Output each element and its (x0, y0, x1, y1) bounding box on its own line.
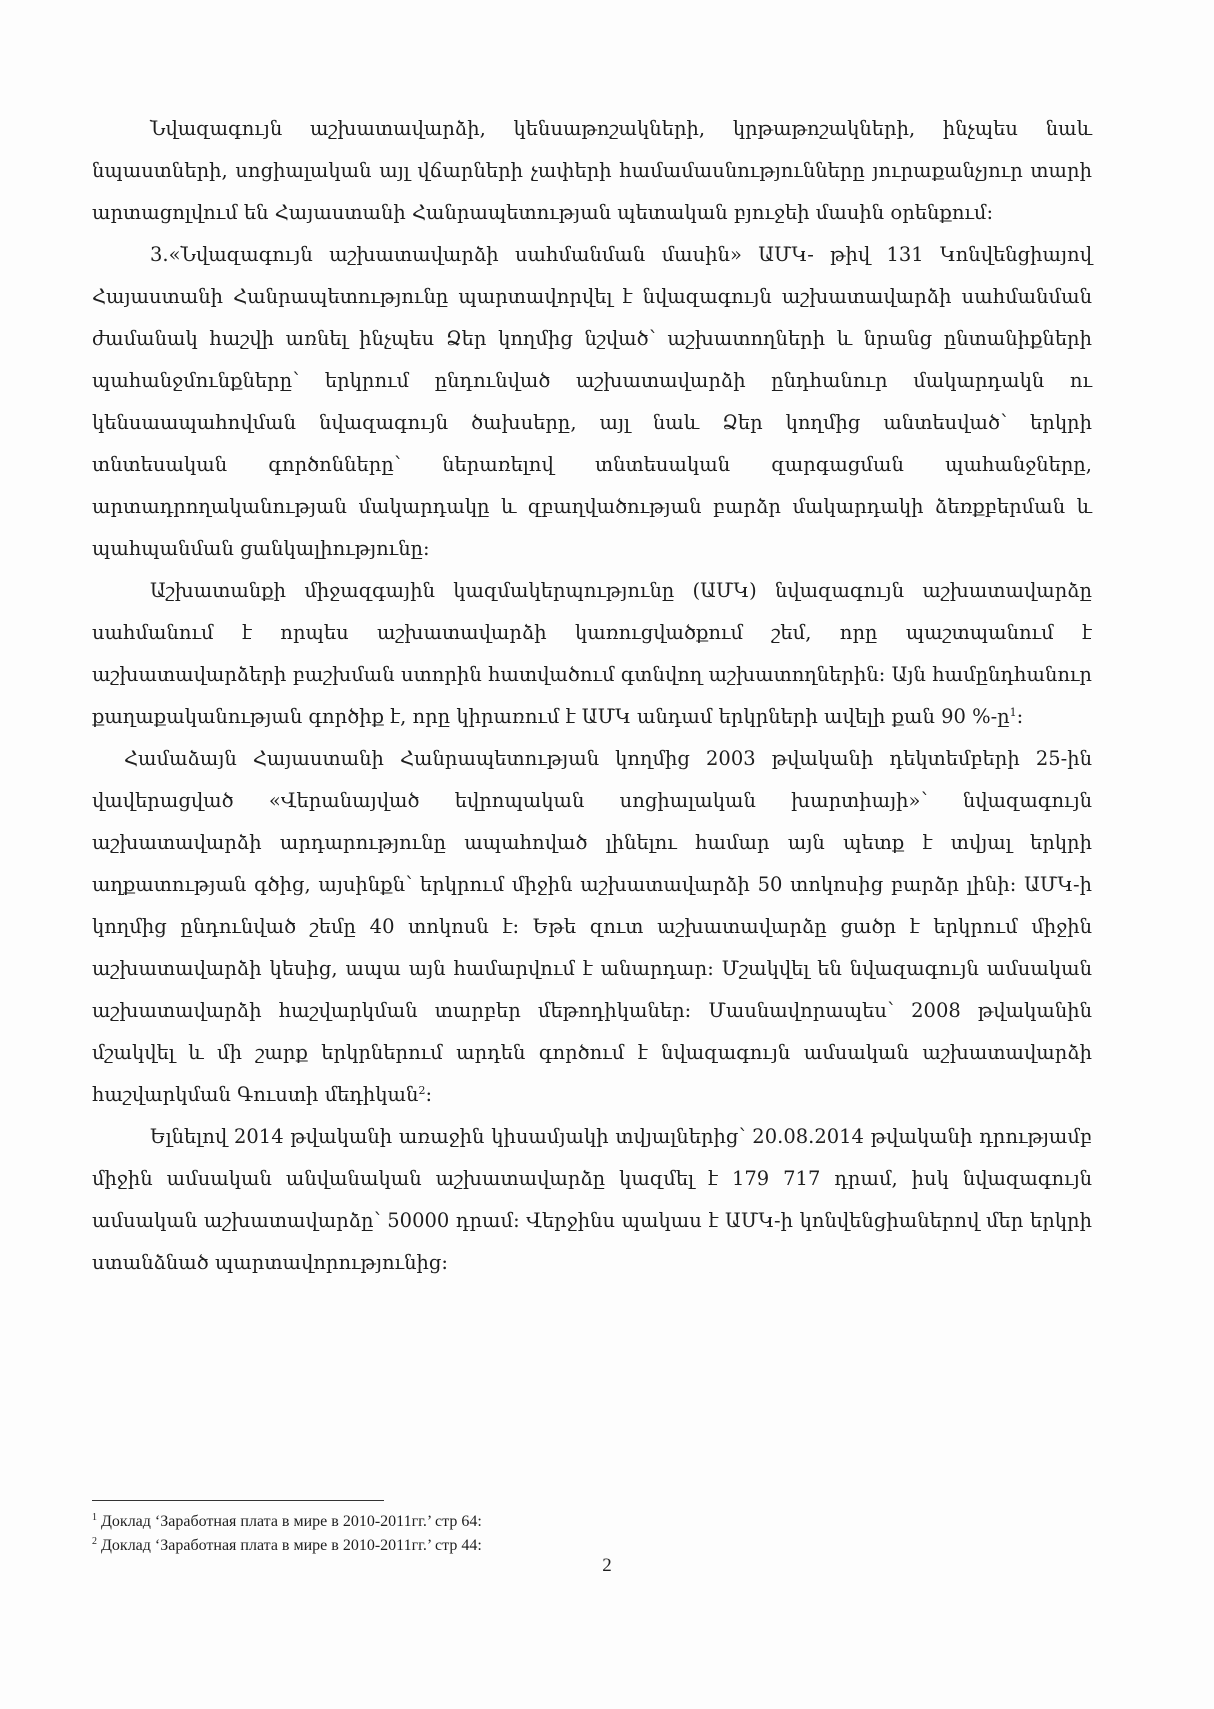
paragraph-text: Նվազագույն աշխատավարձի, կենսաթոշակների, կրթաթոշակների, ինչպես նաև նպաստների, սոցիալական այլ վճարների չափերի համամասնությունները յուրաքանչյուր տարի արտացոլվում են Հայաստանի Հանրապետության պետական բյուջեի մասին օրենքում: (92, 117, 1092, 224)
footnote-mark: 2 (92, 1536, 97, 1547)
paragraph-ilo-convention-131 (92, 234, 1092, 570)
footnote-1 (92, 1510, 992, 1534)
paragraph-text: Համաձայն Հայաստանի Հանրապետության կողմից 2003 թվականի դեկտեմբերի 25-ին վավերացված «Վերանայված եվրոպական սոցիալական խարտիայի»՝ նվազագույն աշխատավարձի արդարությունը ապահոված լինելու համար այն պետք է տվյալ երկրի աղքատության գծից, այսինքն՝ երկրում միջին աշխատավարձի 50 տոկոսից բարձր լինի: ԱՄԿ-ի կողմից ընդունված շեմը 40 տոկոսն է: Եթե զուտ աշխատավարձը ցածր է երկրում միջին աշխատավարձի կեսից, ապա այն համարվում է անարդար: Մշակվել են նվազագույն ամսական աշխատավարձի հաշվարկման տարբեր մեթոդիկաներ: Մասնավորապես՝ 2008 թվականին մշակվել և մի շարք երկրներում արդեն գործում է նվազագույն ամսական աշխատավարձի հաշվարկման Գուստի մեդիկան (92, 747, 1092, 1106)
footnote-mark: 1 (92, 1512, 97, 1523)
paragraph-tail: : (1016, 705, 1024, 728)
footnote-reference-1[interactable]: 1 (1009, 706, 1017, 719)
paragraph-social-charter (92, 738, 1092, 1116)
paragraph-2014-statistics (92, 1116, 1092, 1284)
paragraph-text: Ելնելով 2014 թվականի առաջին կիսամյակի տվյալներից՝ 20.08.2014 թվականի դրությամբ միջին ամսական անվանական աշխատավարձը կազմել է 179 717 դրամ, իսկ նվազագույն ամսական աշխատավարձը՝ 50000 դրամ: Վերջինս պակաս է ԱՄԿ-ի կոնվենցիաներով մեր երկրի ստանձնած պարտավորությունից: (92, 1125, 1092, 1274)
paragraph-ilo-definition (92, 570, 1092, 738)
footnote-text: Доклад ‘Заработная плата в мире в 2010-2011гг.’ стр 64: (101, 1513, 482, 1530)
paragraph-tail: : (425, 1083, 433, 1106)
paragraph-text: Աշխատանքի միջազգային կազմակերպությունը (ԱՄԿ) նվազագույն աշխատավարձը սահմանում է որպես աշխատավարձի կառուցվածքում շեմ, որը պաշտպանում է աշխատավարձերի բաշխման ստորին հատվածում գտնվող աշխատողներին: Այն համընդհանուր քաղաքականության գործիք է, որը կիրառում է ԱՄԿ անդամ երկրների ավելի քան 90 %-ը (92, 579, 1092, 728)
page-number: 2 (602, 1555, 612, 1576)
footnote-text: Доклад ‘Заработная плата в мире в 2010-2011гг.’ стр 44: (101, 1537, 482, 1554)
footnote-divider (92, 1500, 384, 1501)
document-body (92, 108, 1092, 1284)
footnote-reference-2[interactable]: 2 (418, 1084, 426, 1097)
paragraph-text: 3.«Նվազագույն աշխատավարձի սահմանման մասին» ԱՄԿ- թիվ 131 Կոնվենցիայով Հայաստանի Հանրապետությունը պարտավորվել է նվազագույն աշխատավարձի սահմանման ժամանակ հաշվի առնել ինչպես Ձեր կողմից նշված՝ աշխատողների և նրանց ընտանիքների պահանջմունքները՝ երկրում ընդունված աշխատավարձի ընդհանուր մակարդակն ու կենսաապահովման նվազագույն ծախսերը, այլ նաև Ձեր կողմից անտեսված՝ երկրի տնտեսական գործոնները՝ ներառելով տնտեսական զարգացման պահանջները, արտադրողականության մակարդակը և զբաղվածության բարձր մակարդակի ձեռքբերման և պահպանման ցանկալիությունը: (92, 243, 1092, 560)
footnotes (92, 1510, 992, 1558)
paragraph-min-wage-proportions (92, 108, 1092, 234)
